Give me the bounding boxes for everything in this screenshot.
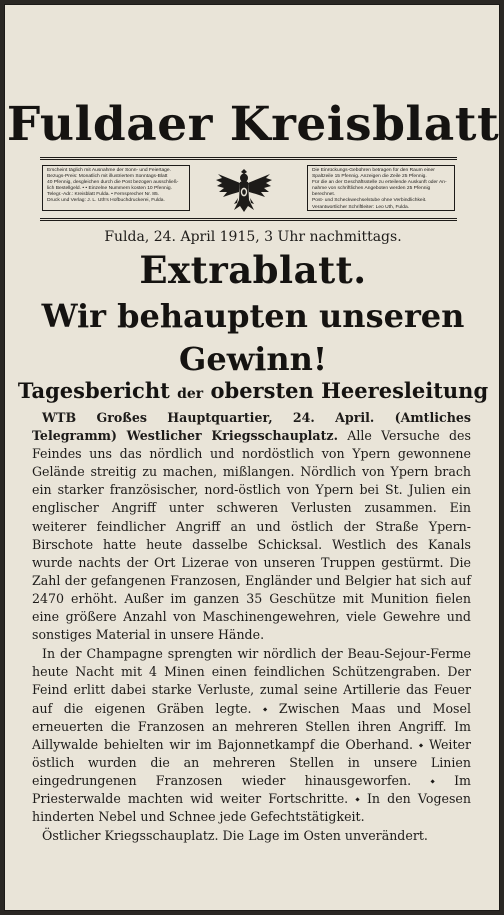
subheading-part: Tagesbericht [17, 378, 170, 403]
paragraph-east: Östlicher Kriegsschauplatz. Die Lage im Osten unverändert. [42, 828, 428, 844]
info-line: Die Einrückungs-Gebühren betragen für den Raum einer [312, 168, 435, 173]
info-line: Bezugs-Preis: Monatlich mit illustriertem Sonntags-Blatt [47, 174, 168, 180]
info-line: Verantwortlicher Schriftleiter: Leo Uth, Fulda. [312, 204, 410, 210]
report-subheading [5, 378, 501, 403]
dateline: Fulda, 24. April 1915, 3 Uhr nachmittags. [104, 229, 402, 245]
subscription-info-box [42, 165, 190, 211]
info-line: Telegr.-Adr.: Kreisblatt Fulda. • Fernsprecher Nr. 85. [47, 192, 160, 198]
subheading-part: der [177, 386, 204, 402]
paragraph-text: Alle Versuche des Feindes uns das nördlich und nordöstlich von Ypern gewonnene Gelände streitig zu machen, mißlangen. Nördlich von Ypern brach ein starker französischer, nord-östlich von Ypern bei St. Julien ein englischer Angriff unter schweren Verlusten zusammen. Ein weiterer feindlicher Angriff an und östlich der Straße Ypern-Birschote hatte heute dasselbe Schicksal. Westlich des Kanals wurde nachts der Ort Lizerae von unseren Truppen gestürmt. Die Zahl der gefangenen Franzosen, Engländer und Belgier hat sich auf 2470 erhöht. Außer im ganzen 35 Geschütze mit Munition fielen eine größere Anzahl von Maschinengewehren, viele Gewehre und sonstiges Material in unsere Hände. [32, 428, 471, 643]
masthead-info-bar [40, 157, 457, 221]
headline-line-1: Wir behaupten unseren [41, 297, 465, 335]
article-body [32, 409, 471, 845]
headline-line-2: Gewinn! [179, 340, 327, 378]
info-line: lich Bestellgeld. • • Einzelne Nummern kosten 10 Pfennig. [47, 186, 172, 192]
paragraph-west [32, 409, 471, 644]
eagle-crest-icon [214, 162, 274, 216]
info-line: Post- und Scheckwechselstube ohne Verbindlichkeit. [312, 198, 427, 204]
info-line: Erscheint täglich mit Ausnahme der Sonn- und Feiertage. [47, 168, 171, 173]
paragraph-lead: WTB Großes Hauptquartier, 24. April. (Amtliches Telegramm) Westlicher Kriegsschauplatz. [32, 410, 471, 444]
info-line: Druck und Verlag: J. L. Uth's Hofbuchdruckerei, Fulda. [47, 198, 165, 204]
paragraph-champagne: In der Champagne sprengten wir nördlich der Beau-Sejour-Ferme heute Nacht mit 4 Minen einen feindlichen Schützengraben. Der Feind erlitt dabei starke Verluste, zumal seine Artillerie das Feuer auf die eigenen Gräben legte. ⬩ Zwischen Maas und Mosel erneuerten die Franzosen an mehreren Stellen ihren Angriff. Im Aillywalde behielten wir im Bajonnetkampf die Oberhand. ⬩ Weiter östlich wurden die an mehreren Stellen in unsere Linien eingedrungenen Franzosen wieder hinausgeworfen. ⬩ Im Priesterwalde machten wid weiter Fortschritte. ⬩ In den Vogesen hinderten Nebel und Schnee jede Gefechtstätigkeit. [32, 646, 471, 825]
subheading-part: obersten Heeresleitung [210, 378, 489, 403]
info-line: Spaltzeile 15 Pfennig. Anzeigen die Zeile 25 Pfennig. [312, 174, 427, 180]
extrablatt-heading: Extrablatt. [139, 248, 367, 292]
advertising-info-box [307, 165, 455, 211]
info-line: nahme von schriftlichen Angeboten werden 25 Pfennig berechnet. [312, 186, 431, 198]
info-line: Für die an der Geschäftsstelle zu erteilende Auskunft oder An- [312, 180, 447, 186]
newspaper-sheet [4, 4, 500, 911]
masthead-title: Fuldaer Kreisblatt [6, 97, 500, 152]
info-line: 40 Pfennig, desgleichen durch die Post bezogen ausschließ- [47, 180, 179, 186]
